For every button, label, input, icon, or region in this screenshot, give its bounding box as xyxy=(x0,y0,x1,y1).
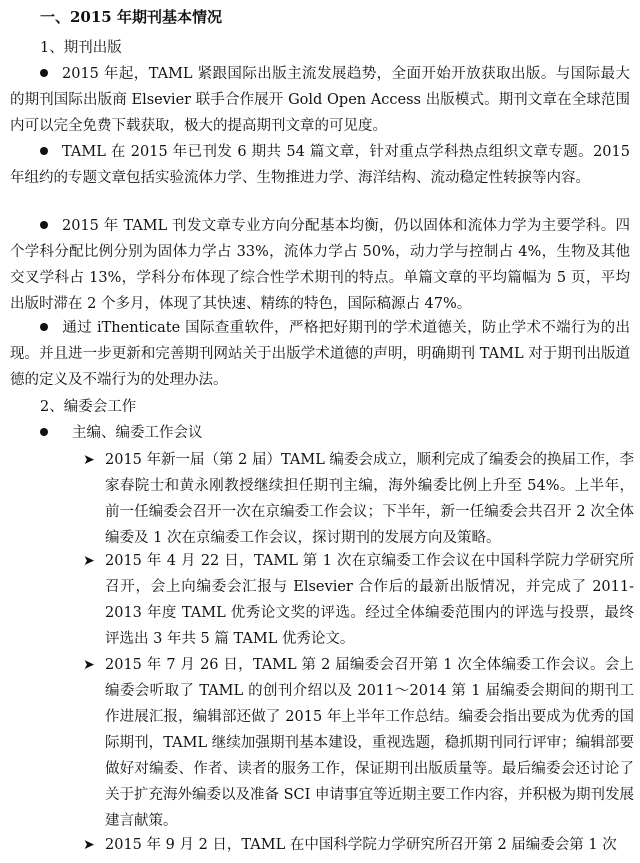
list-item xyxy=(83,548,634,652)
list-item-text: 2015 年 7 月 26 日，TAML 第 2 届编委会召开第 1 次全体编委工作会议。会上编委会听取了 TAML 的创刊介绍以及 2011～2014 第 1 届编委会期间的期刊工作进展汇报，编辑部还做了 2015 年上半年工作总结。编委会指出要成为优秀的国际期刊，TAML 继续加强期刊基本建设，重视选题，稳抓期刊同行评审；编辑部要做好对编委、作者、读者的服务工作，保证期刊出版质量等。最后编委会还讨论了关于扩充海外编委以及准备 SCI 申请事宜等近期主要工作内容，并积极为期刊发展建言献策。 xyxy=(105,657,634,829)
arrow-bullet-icon: ➤ xyxy=(83,553,95,569)
bullet-paragraph xyxy=(10,315,630,393)
subsection-heading: 2、编委会工作 xyxy=(40,399,137,415)
bullet-icon xyxy=(40,428,48,436)
list-item xyxy=(83,447,634,551)
bullet-icon xyxy=(40,323,48,331)
bullet-heading xyxy=(40,420,640,446)
bullet-icon xyxy=(40,147,48,155)
bullet-paragraph xyxy=(10,61,630,139)
arrow-bullet-icon: ➤ xyxy=(83,837,95,853)
section-heading: 一、2015 年期刊基本情况 xyxy=(40,8,222,26)
bullet-icon xyxy=(40,221,48,229)
list-item-text: 2015 年 9 月 2 日，TAML 在中国科学院力学研究所召开第 2 届编委会第 1 次 xyxy=(105,837,617,853)
arrow-bullet-icon: ➤ xyxy=(83,452,95,468)
paragraph-text: TAML 在 2015 年已刊发 6 期共 54 篇文章，针对重点学科热点组织文章专题。2015 年组约的专题文章包括实验流体力学、生物推进力学、海洋结构、流动稳定性转捩等内容。 xyxy=(10,144,630,186)
bullet-paragraph xyxy=(10,139,630,191)
paragraph-text: 通过 iThenticate 国际查重软件，严格把好期刊的学术道德关，防止学术不端行为的出现。并且进一步更新和完善期刊网站关于出版学术道德的声明，明确期刊 TAML 对于期刊出版道德的定义及不端行为的处理办法。 xyxy=(10,320,630,388)
bullet-icon xyxy=(40,69,48,77)
paragraph-text: 2015 年 TAML 刊发文章专业方向分配基本均衡，仍以固体和流体力学为主要学科。四个学科分配比例分别为固体力学占 33%，流体力学占 50%，动力学与控制占 4%，生物及其他交叉学科占 13%，学科分布体现了综合性学术期刊的特点。单篇文章的平均篇幅为 5 页，平均出版时滞在 2 个多月，体现了其快速、精练的特色，国际稿源占 47%。 xyxy=(10,218,630,312)
list-item-text: 2015 年新一届（第 2 届）TAML 编委会成立，顺利完成了编委会的换届工作，李家春院士和黄永刚教授继续担任期刊主编，海外编委比例上升至 54%。上半年，前一任编委会召开一次在京编委工作会议；下半年，新一任编委会共召开 2 次全体编委及 1 次在京编委工作会议，探讨期刊的发展方向及策略。 xyxy=(105,452,634,546)
arrow-bullet-icon: ➤ xyxy=(83,657,95,673)
bullet-heading-text: 主编、编委工作会议 xyxy=(72,425,203,441)
list-item-text: 2015 年 4 月 22 日，TAML 第 1 次在京编委工作会议在中国科学院力学研究所召开，会上向编委会汇报与 Elsevier 合作后的最新出版情况，并完成了 2011-2013 年度 TAML 优秀论文奖的评选。经过全体编委范围内的评选与投票，最终评选出 3 年共 5 篇 TAML 优秀论文。 xyxy=(105,553,634,647)
bullet-paragraph xyxy=(10,213,630,317)
paragraph-text: 2015 年起，TAML 紧跟国际出版主流发展趋势，全面开始开放获取出版。与国际最大的期刊国际出版商 Elsevier 联手合作展开 Gold Open Access 出版模式。期刊文章在全球范围内可以完全免费下载获取，极大的提高期刊文章的可见度。 xyxy=(10,66,630,134)
list-item xyxy=(83,832,634,858)
list-item xyxy=(83,652,634,834)
subsection-heading: 1、期刊出版 xyxy=(40,40,122,56)
